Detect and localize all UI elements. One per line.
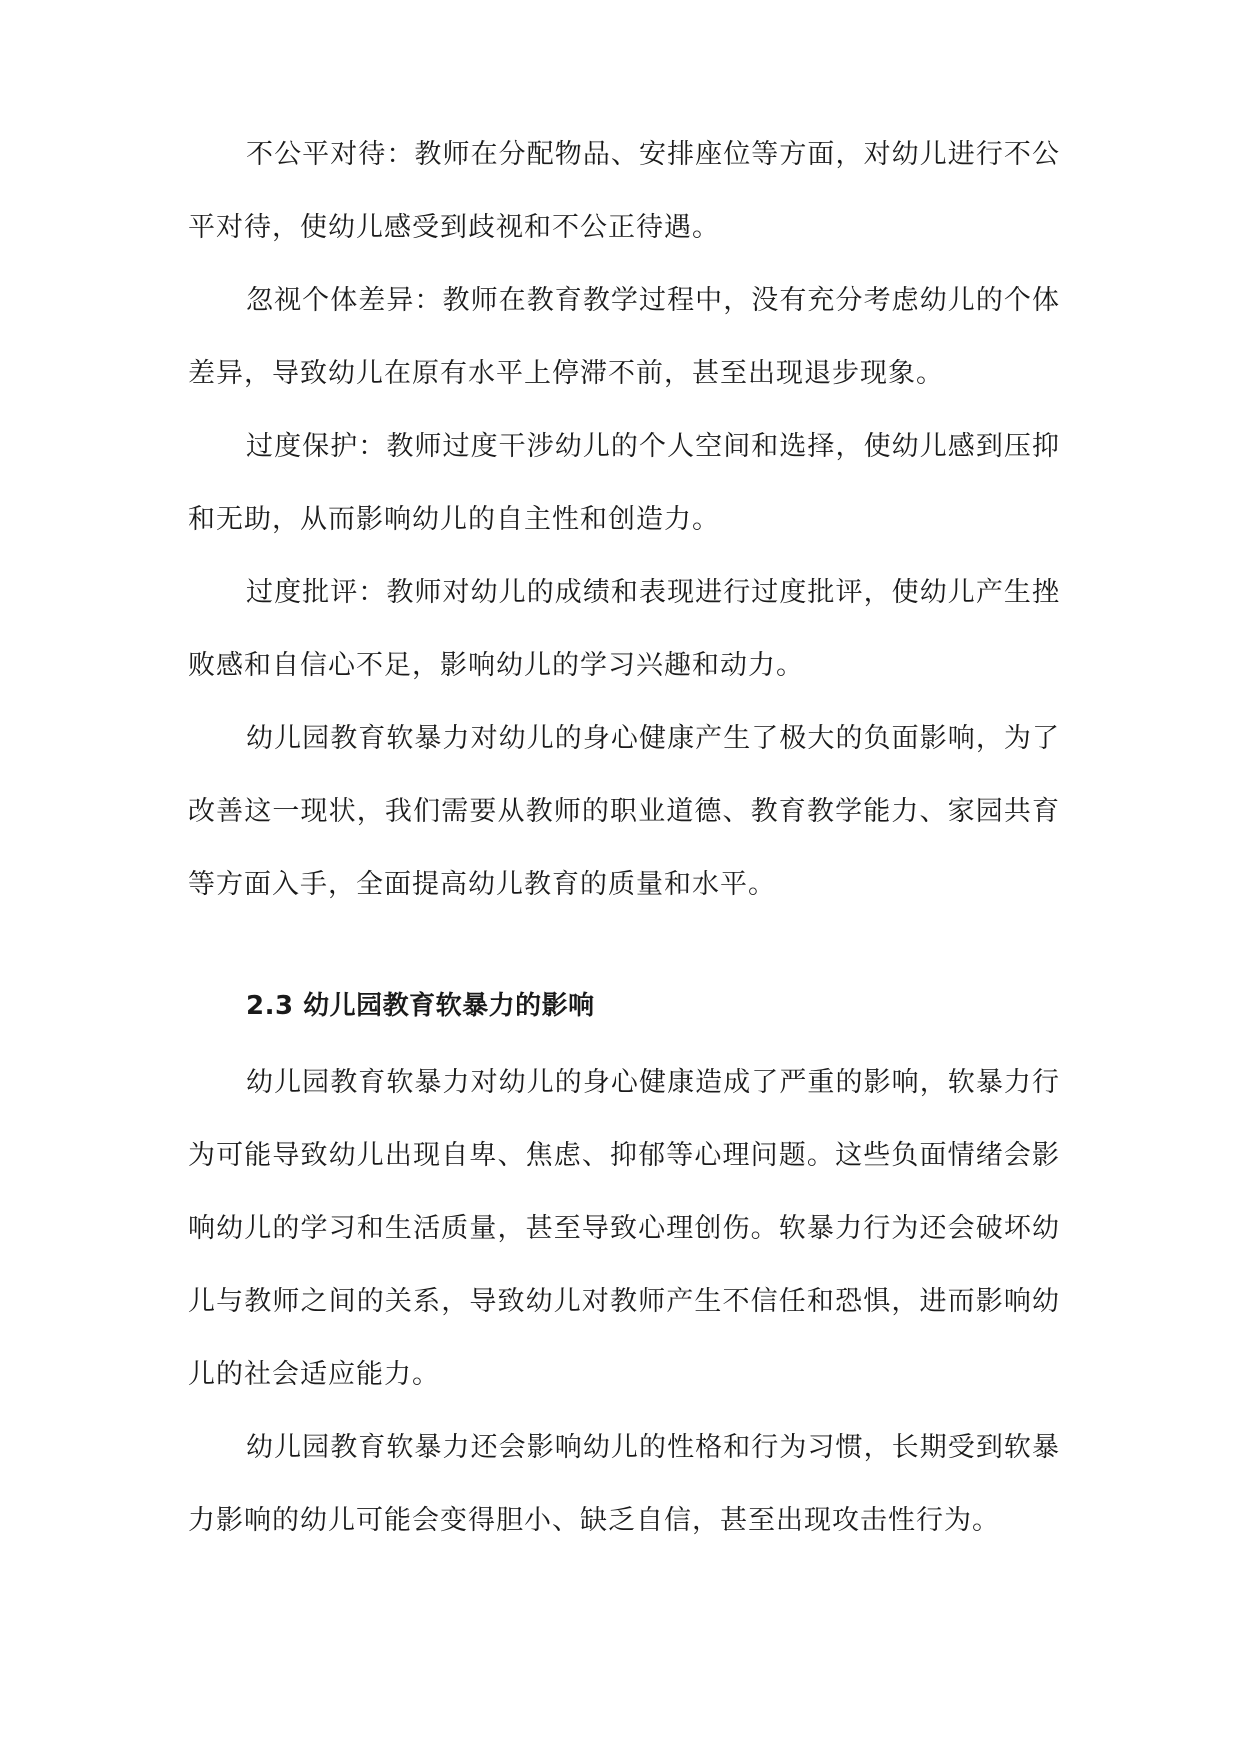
- section-heading: 2.3 幼儿园教育软暴力的影响: [246, 991, 595, 1021]
- paragraph-impact-mental-health: 幼儿园教育软暴力对幼儿的身心健康造成了严重的影响，软暴力行为可能导致幼儿出现自卑、焦虑、抑郁等心理问题。这些负面情绪会影响幼儿的学习和生活质量，甚至导致心理创伤。软暴力行为还会破坏幼儿与教师之间的关系，导致幼儿对教师产生不信任和恐惧，进而影响幼儿的社会适应能力。: [188, 1067, 1060, 1390]
- paragraph-over-criticism: 过度批评：教师对幼儿的成绩和表现进行过度批评，使幼儿产生挫败感和自信心不足，影响幼儿的学习兴趣和动力。: [188, 577, 1060, 681]
- section-heading-block: [188, 970, 1060, 1043]
- body-text-bottom: [188, 1046, 1060, 1557]
- paragraph-impact-personality: 幼儿园教育软暴力还会影响幼儿的性格和行为习惯，长期受到软暴力影响的幼儿可能会变得胆小、缺乏自信，甚至出现攻击性行为。: [188, 1432, 1060, 1536]
- paragraph-unfair-treatment: 不公平对待：教师在分配物品、安排座位等方面，对幼儿进行不公平对待，使幼儿感受到歧视和不公正待遇。: [188, 139, 1060, 243]
- paragraph-overprotection: 过度保护：教师过度干涉幼儿的个人空间和选择，使幼儿感到压抑和无助，从而影响幼儿的自主性和创造力。: [188, 431, 1060, 535]
- paragraph-summary: 幼儿园教育软暴力对幼儿的身心健康产生了极大的负面影响，为了改善这一现状，我们需要从教师的职业道德、教育教学能力、家园共育等方面入手，全面提高幼儿教育的质量和水平。: [188, 723, 1060, 900]
- body-text-top: [188, 118, 1060, 921]
- paragraph-ignoring-differences: 忽视个体差异：教师在教育教学过程中，没有充分考虑幼儿的个体差异，导致幼儿在原有水平上停滞不前，甚至出现退步现象。: [188, 285, 1060, 389]
